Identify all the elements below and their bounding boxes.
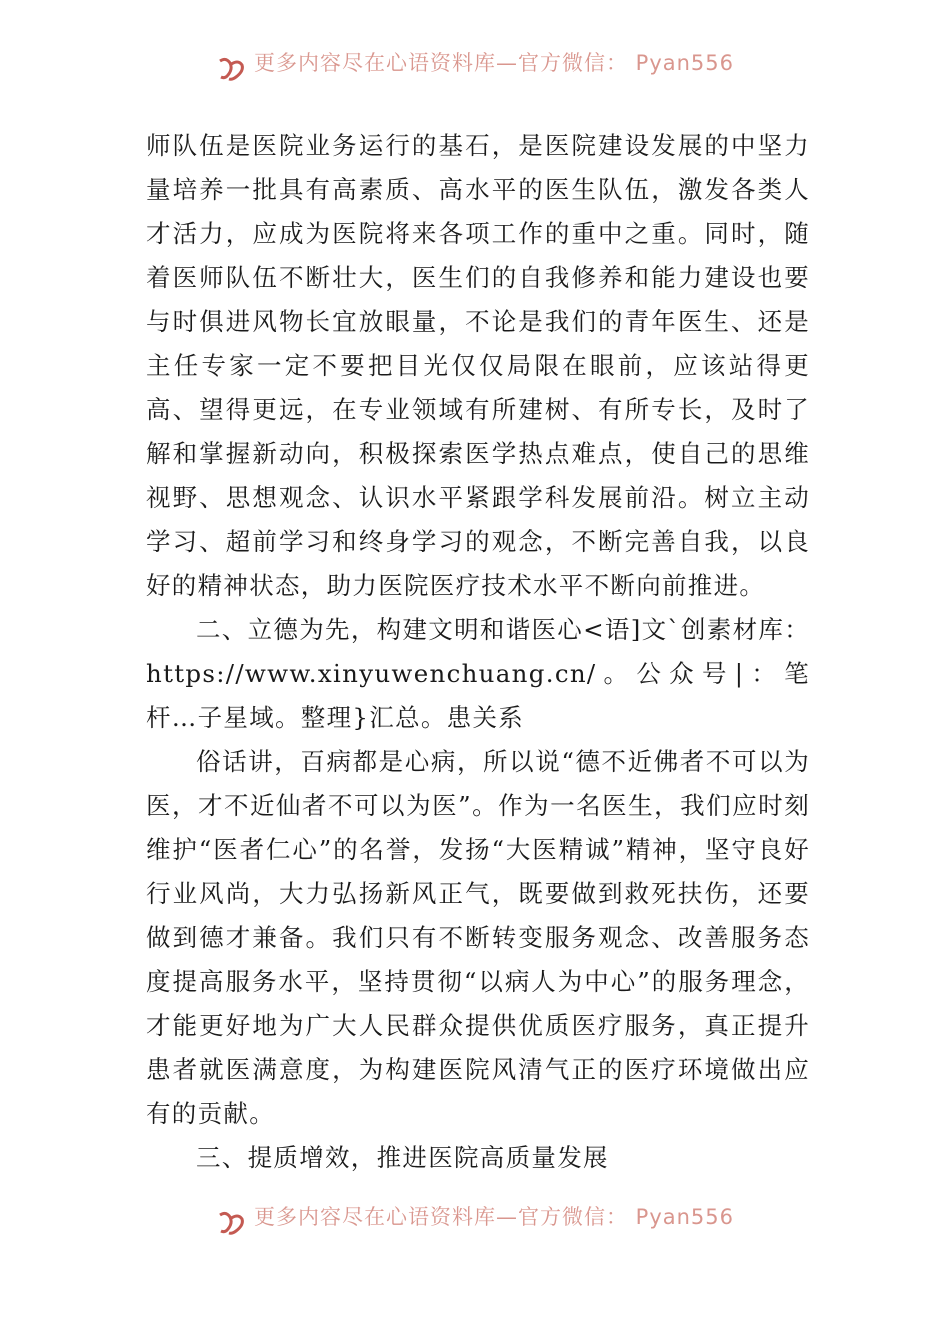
logo-icon xyxy=(216,1209,246,1237)
logo-icon xyxy=(216,55,246,83)
document-body xyxy=(146,124,810,1180)
paragraph-continuation: 师队伍是医院业务运行的基石，是医院建设发展的中坚力量培养一批具有高素质、高水平的医生队伍，激发各类人才活力，应成为医院将来各项工作的重中之重。同时，随着医师队伍不断壮大，医生们的自我修养和能力建设也要与时俱进风物长宜放眼量，不论是我们的青年医生、还是主任专家一定不要把目光仅仅局限在眼前，应该站得更高、望得更远，在专业领域有所建树、有所专长，及时了解和掌握新动向，积极探索医学热点难点，使自己的思维视野、思想观念、认识水平紧跟学科发展前沿。树立主动学习、超前学习和终身学习的观念，不断完善自我，以良好的精神状态，助力医院医疗技术水平不断向前推进。 xyxy=(146,131,810,600)
banner-text: 更多内容尽在心语资料库—官方微信： Pyan556 xyxy=(253,1206,735,1229)
header-banner xyxy=(0,52,950,86)
banner-text: 更多内容尽在心语资料库—官方微信： Pyan556 xyxy=(253,52,735,75)
section-heading-three: 三、提质增效，推进医院高质量发展 xyxy=(196,1143,609,1172)
footer-banner xyxy=(0,1206,950,1240)
paragraph-ethics: 俗话讲，百病都是心病，所以说“德不近佛者不可以为医，才不近仙者不可以为医”。作为一名医生，我们应时刻维护“医者仁心”的名誉，发扬“大医精诚”精神，坚守良好行业风尚，大力弘扬新风正气，既要做到救死扶伤，还要做到德才兼备。我们只有不断转变服务观念、改善服务态度提高服务水平，坚持贯彻“以病人为中心”的服务理念，才能更好地为广大人民群众提供优质医疗服务，真正提升患者就医满意度，为构建医院风清气正的医疗环境做出应有的贡献。 xyxy=(146,747,810,1128)
section-heading-two: 二、立德为先，构建文明和谐医心<语]文`创素材库：https://www.xinyuwenchuang.cn/。公众号|：笔杆…子星域。整理}汇总。患关系 xyxy=(146,615,810,732)
